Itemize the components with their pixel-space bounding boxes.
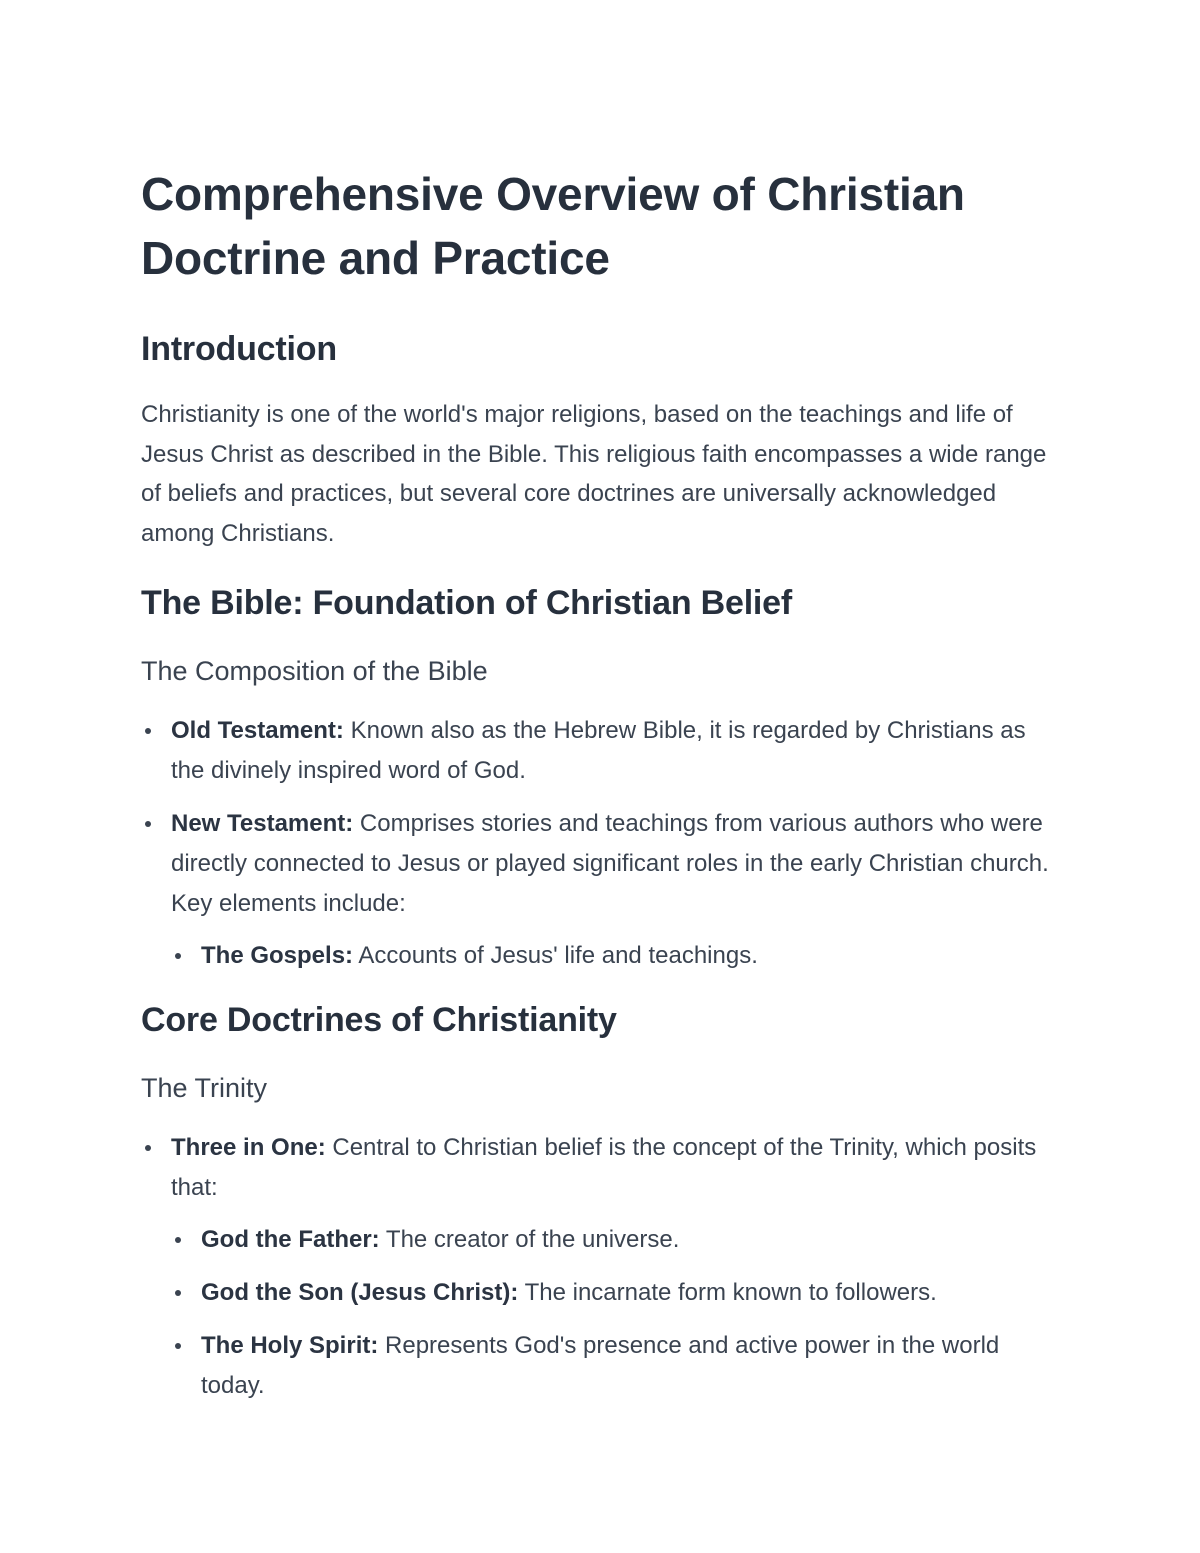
list-item-text: The incarnate form known to followers.: [518, 1279, 937, 1306]
list-item-gospels: [201, 936, 1060, 976]
bullet-icon: [175, 1237, 181, 1243]
document-title: Comprehensive Overview of Christian Doctrine and Practice: [141, 168, 965, 284]
list-item-god-the-son: [201, 1273, 1060, 1313]
list-item-text: Known also as the Hebrew Bible, it is regarded by Christians as the divinely inspired word of God.: [171, 717, 1026, 784]
list-item-term: The Gospels:: [201, 942, 354, 969]
bullet-icon: [175, 1290, 181, 1296]
list-item-text: Comprises stories and teachings from various authors who were directly connected to Jesus or played significant roles in the early Christian church. Key elements include:: [171, 810, 1049, 917]
bible-section-heading: The Bible: Foundation of Christian Belief: [141, 584, 793, 622]
trinity-list: [141, 1128, 1060, 1406]
bible-composition-subheading: The Composition of the Bible: [141, 656, 488, 686]
bullet-icon: [175, 953, 181, 959]
list-item-text: The creator of the universe.: [379, 1226, 680, 1253]
list-item-old-testament: [171, 711, 1060, 791]
list-item-term: Three in One:: [171, 1134, 326, 1161]
bullet-icon: [175, 1343, 181, 1349]
list-item-term: God the Son (Jesus Christ):: [201, 1279, 519, 1306]
list-item-term: God the Father:: [201, 1226, 380, 1253]
list-item-holy-spirit: [201, 1326, 1060, 1406]
trinity-sublist: [171, 1220, 1060, 1406]
list-item-new-testament: [171, 804, 1060, 976]
list-item-term: New Testament:: [171, 810, 354, 837]
list-item-text: Accounts of Jesus' life and teachings.: [353, 942, 758, 969]
core-doctrines-heading: Core Doctrines of Christianity: [141, 1001, 617, 1039]
introduction-paragraph: Christianity is one of the world's major religions, based on the teachings and life of Jesus Christ as described in the Bible. This religious faith encompasses a wide range of beliefs and practices, but several core doctrines are universally acknowledged among Christians.: [141, 401, 1047, 547]
bullet-icon: [145, 821, 151, 827]
new-testament-sublist: [171, 936, 1060, 976]
list-item-god-the-father: [201, 1220, 1060, 1260]
bullet-icon: [145, 728, 151, 734]
list-item-text: Represents God's presence and active power in the world today.: [201, 1332, 1000, 1399]
list-item-text: Central to Christian belief is the concept of the Trinity, which posits that:: [171, 1134, 1037, 1201]
trinity-subheading: The Trinity: [141, 1073, 268, 1103]
bible-composition-list: [141, 711, 1060, 976]
list-item-term: Old Testament:: [171, 717, 344, 744]
list-item-three-in-one: [171, 1128, 1060, 1406]
bullet-icon: [145, 1145, 151, 1151]
introduction-heading: Introduction: [141, 330, 337, 368]
list-item-term: The Holy Spirit:: [201, 1332, 379, 1359]
